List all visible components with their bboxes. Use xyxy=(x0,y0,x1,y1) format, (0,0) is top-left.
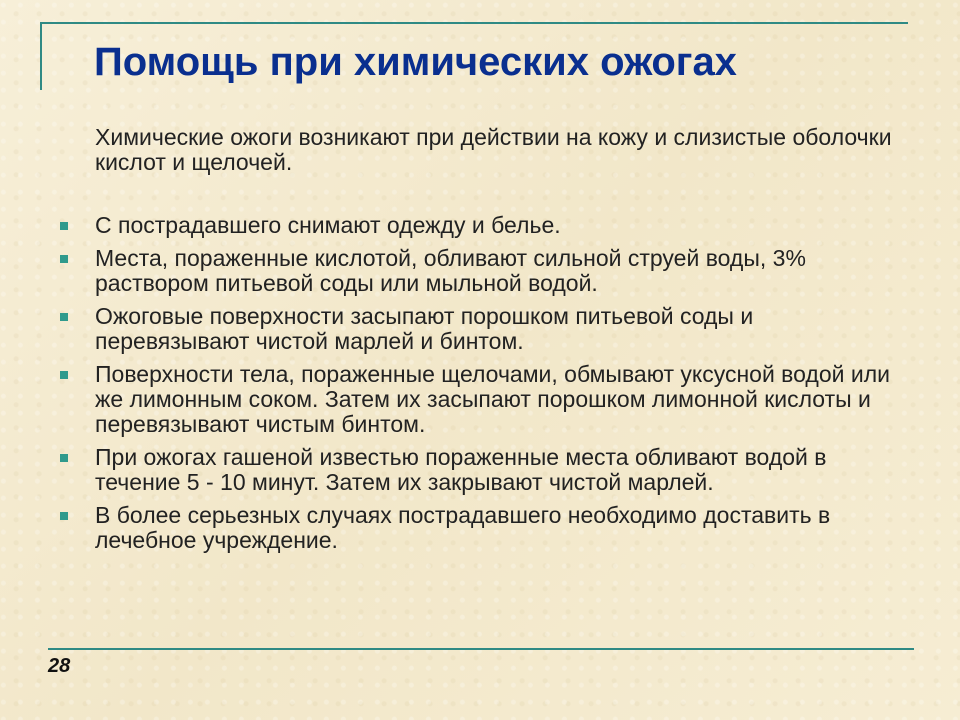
square-bullet-icon xyxy=(60,255,68,263)
bullet-text: Места, пораженные кислотой, обливают сильной струей воды, 3% раствором питьевой соды или мыльной водой. xyxy=(95,245,806,296)
bullet-text: Ожоговые поверхности засыпают порошком питьевой соды и перевязывают чистой марлей и бинтом. xyxy=(95,303,754,354)
square-bullet-icon xyxy=(60,454,68,462)
bullet-text: Поверхности тела, пораженные щелочами, обмывают уксусной водой или же лимонным соком. Затем их засыпают порошком лимонной кислоты и перевязывают чистым бинтом. xyxy=(95,361,890,437)
square-bullet-icon xyxy=(60,371,68,379)
bullet-text: В более серьезных случаях пострадавшего необходимо доставить в лечебное учреждение. xyxy=(95,502,831,553)
square-bullet-icon xyxy=(60,512,68,520)
bullet-item xyxy=(57,445,907,495)
bullet-item xyxy=(57,304,907,354)
square-bullet-icon xyxy=(60,222,68,230)
bullet-list xyxy=(57,213,907,561)
bullet-item xyxy=(57,362,907,437)
bottom-divider xyxy=(48,648,914,650)
top-divider xyxy=(40,22,908,24)
slide-title: Помощь при химических ожогах xyxy=(94,40,737,84)
bullet-item xyxy=(57,246,907,296)
bullet-text: С пострадавшего снимают одежду и белье. xyxy=(95,212,561,238)
square-bullet-icon xyxy=(60,313,68,321)
left-accent-line xyxy=(40,22,42,90)
intro-paragraph: Химические ожоги возникают при действии на кожу и слизистые оболочки кислот и щелочей. xyxy=(95,124,892,175)
bullet-text: При ожогах гашеной известью пораженные места обливают водой в течение 5 - 10 минут. Затем их закрывают чистой марлей. xyxy=(95,444,827,495)
bullet-item xyxy=(57,213,907,238)
page-number: 28 xyxy=(48,655,71,677)
bullet-item xyxy=(57,503,907,553)
